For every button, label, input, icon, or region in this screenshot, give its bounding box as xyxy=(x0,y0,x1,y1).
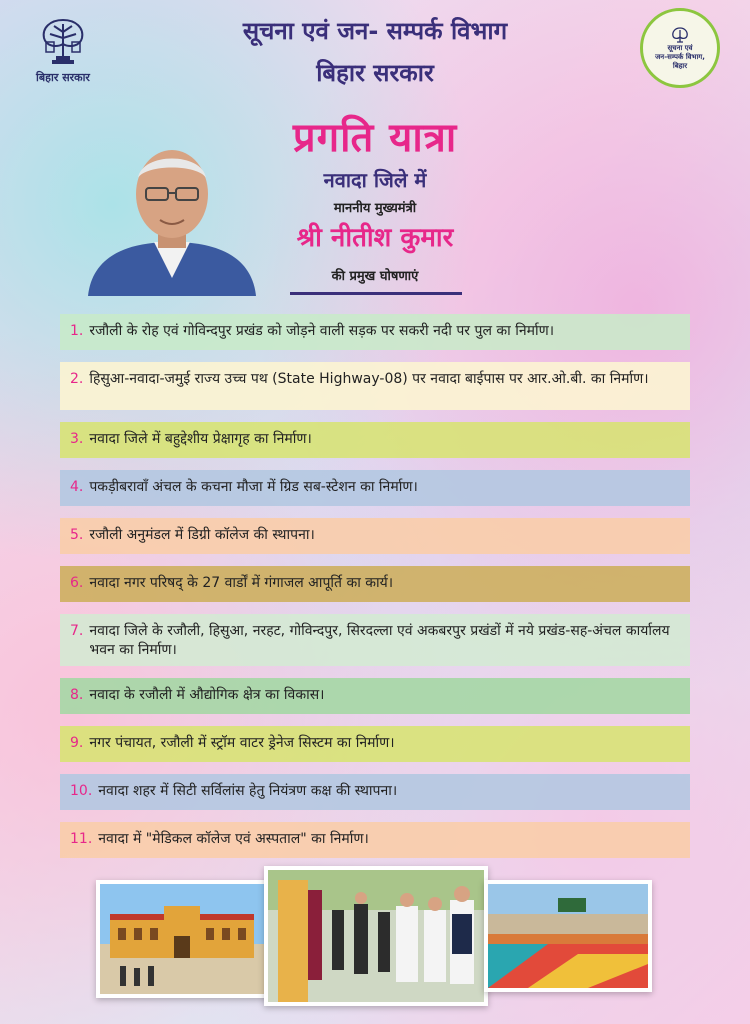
list-item xyxy=(60,678,690,714)
right-logo-line-3: बिहार xyxy=(672,61,688,70)
list-item xyxy=(60,774,690,810)
item-text: रजौली के रोह एवं गोविन्दपुर प्रखंड को जोड़ने वाली सड़क पर सकरी नदी पर पुल का निर्माण। xyxy=(89,323,555,339)
item-text: नवादा नगर परिषद् के 27 वार्डों में गंगाजल आपूर्ति का कार्य। xyxy=(89,575,394,591)
list-item xyxy=(60,470,690,506)
list-item xyxy=(60,518,690,554)
list-item xyxy=(60,614,690,666)
honorable-cm-label: माननीय मुख्यमंत्री xyxy=(333,201,417,216)
item-text: रजौली अनुमंडल में डिग्री कॉलेज की स्थापना। xyxy=(89,527,315,543)
item-number: 3. xyxy=(70,431,84,447)
item-text: नवादा जिले के रजौली, हिसुआ, नरहट, गोविन्दपुर, सिरदल्ला एवं अकबरपुर प्रखंडों में नये प्रखंड-सह-अंचल कार्यालय भवन का निर्माण। xyxy=(89,623,670,658)
item-number: 1. xyxy=(70,323,84,339)
list-item xyxy=(60,422,690,458)
item-number: 4. xyxy=(70,479,84,495)
right-logo-line-2: जन-सम्पर्क विभाग, xyxy=(655,52,705,61)
item-text: हिसुआ-नवादा-जमुई राज्य उच्च पथ (State Highway-08) पर नवादा बाईपास पर आर.ओ.बी. का निर्माण। xyxy=(89,371,649,387)
item-number: 5. xyxy=(70,527,84,543)
item-number: 11. xyxy=(70,831,93,847)
photo-inauguration xyxy=(264,866,488,1006)
item-number: 7. xyxy=(70,623,84,639)
photo-college-building xyxy=(96,880,268,998)
announcements-subtitle: की प्रमुख घोषणाएं xyxy=(331,269,419,284)
item-number: 10. xyxy=(70,783,93,799)
list-item xyxy=(60,566,690,602)
announcements-list xyxy=(60,314,690,870)
item-text: नवादा में "मेडिकल कॉलेज एवं अस्पताल" का निर्माण। xyxy=(98,831,369,847)
item-text: पकड़ीबरावाँ अंचल के कचना मौजा में ग्रिड सब-स्टेशन का निर्माण। xyxy=(89,479,418,495)
item-text: नवादा शहर में सिटी सर्विलांस हेतु नियंत्रण कक्ष की स्थापना। xyxy=(98,783,398,799)
item-text: नगर पंचायत, रजौली में स्ट्रॉम वाटर ड्रेनेज सिस्टम का निर्माण। xyxy=(89,735,395,751)
item-number: 6. xyxy=(70,575,84,591)
list-item xyxy=(60,314,690,350)
photo-sports-ground xyxy=(484,880,652,992)
left-logo-caption: बिहार सरकार xyxy=(36,71,90,84)
right-logo-line-1: सूचना एवं xyxy=(667,43,693,52)
campaign-title: प्रगति यात्रा xyxy=(292,115,458,161)
government-heading: बिहार सरकार xyxy=(316,59,434,87)
item-text: नवादा के रजौली में औद्योगिक क्षेत्र का विकास। xyxy=(89,687,325,703)
list-item xyxy=(60,362,690,410)
list-item xyxy=(60,726,690,762)
chief-minister-name: श्री नीतीश कुमार xyxy=(296,223,454,253)
item-text: नवादा जिले में बहुद्देशीय प्रेक्षागृह का निर्माण। xyxy=(89,431,312,447)
department-heading: सूचना एवं जन- सम्पर्क विभाग xyxy=(242,17,508,45)
item-number: 9. xyxy=(70,735,84,751)
item-number: 8. xyxy=(70,687,84,703)
subtitle-underline xyxy=(290,292,462,295)
list-item xyxy=(60,822,690,858)
item-number: 2. xyxy=(70,371,84,387)
district-line: नवादा जिले में xyxy=(323,168,427,192)
